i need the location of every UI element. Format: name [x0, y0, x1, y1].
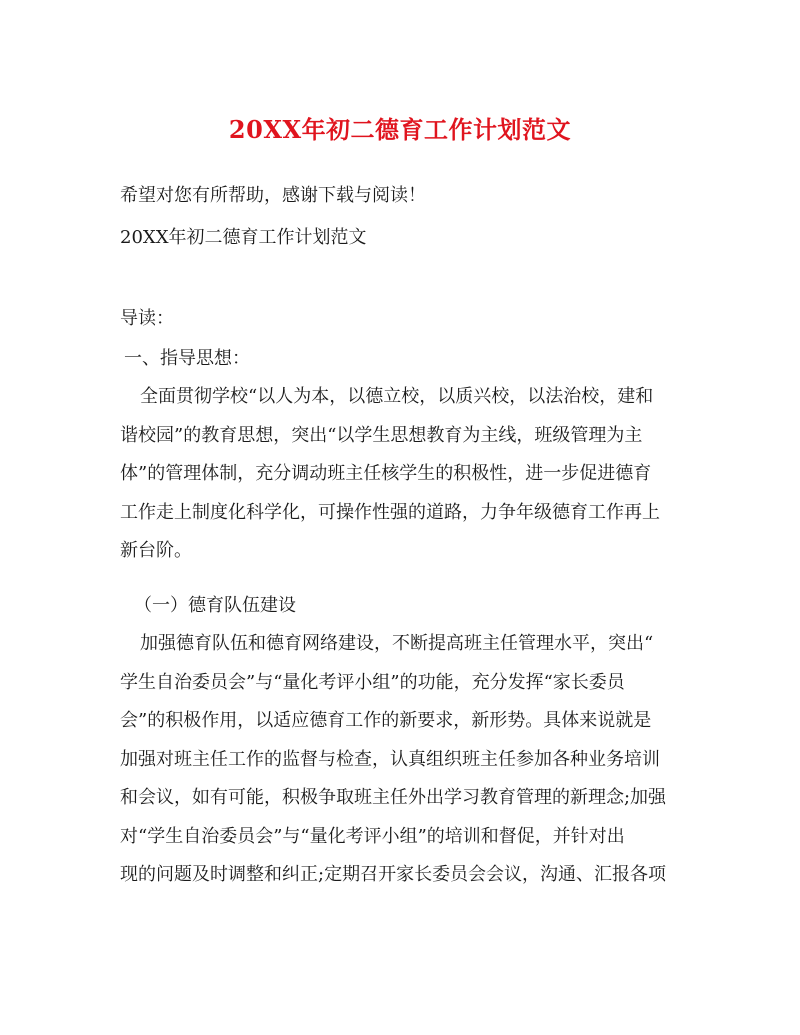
paragraph-line: 会”的积极作用，以适应德育工作的新要求，新形势。具体来说就是	[120, 710, 652, 731]
paragraph-line: 现的问题及时调整和纠正;定期召开家长委员会会议，沟通、汇报各项	[120, 864, 667, 885]
document-subtitle: 20XX年初二德育工作计划范文	[120, 227, 367, 248]
guide-label: 导读：	[120, 308, 174, 329]
greeting-text: 希望对您有所帮助，感谢下载与阅读！	[120, 185, 426, 206]
paragraph-line: 学生自治委员会”与“量化考评小组”的功能，充分发挥“家长委员	[120, 671, 625, 693]
paragraph-line: 全面贯彻学校“以人为本，以德立校，以质兴校，以法治校，建和	[140, 386, 654, 407]
paragraph-line: 加强对班主任工作的监督与检查，认真组织班主任参加各种业务培训	[120, 748, 660, 770]
document-title: 20XX年初二德育工作计划范文	[228, 115, 572, 144]
paragraph-line: 新台阶。	[120, 540, 192, 561]
moral-team-paragraph	[120, 625, 667, 895]
paragraph-line: 和会议，如有可能，积极争取班主任外出学习教育管理的新理念;加强	[120, 787, 667, 808]
paragraph-line: 体”的管理体制，充分调动班主任核学生的积极性，进一步促进德育	[120, 463, 652, 484]
paragraph-line: 工作走上制度化科学化，可操作性强的道路，力争年级德育工作再上	[120, 501, 660, 523]
guiding-thought-paragraph	[120, 378, 660, 571]
paragraph-line: 对“学生自治委员会”与“量化考评小组”的培训和督促，并针对出	[120, 825, 625, 847]
paragraph-line: 谐校园”的教育思想，突出“以学生思想教育为主线，班级管理为主	[120, 424, 643, 446]
subsection-heading-moral-team: （一）德育队伍建设	[134, 595, 296, 616]
section-heading-guiding-thought: 一、指导思想：	[124, 348, 250, 369]
paragraph-line: 加强德育队伍和德育网络建设，不断提高班主任管理水平，突出“	[140, 633, 654, 654]
